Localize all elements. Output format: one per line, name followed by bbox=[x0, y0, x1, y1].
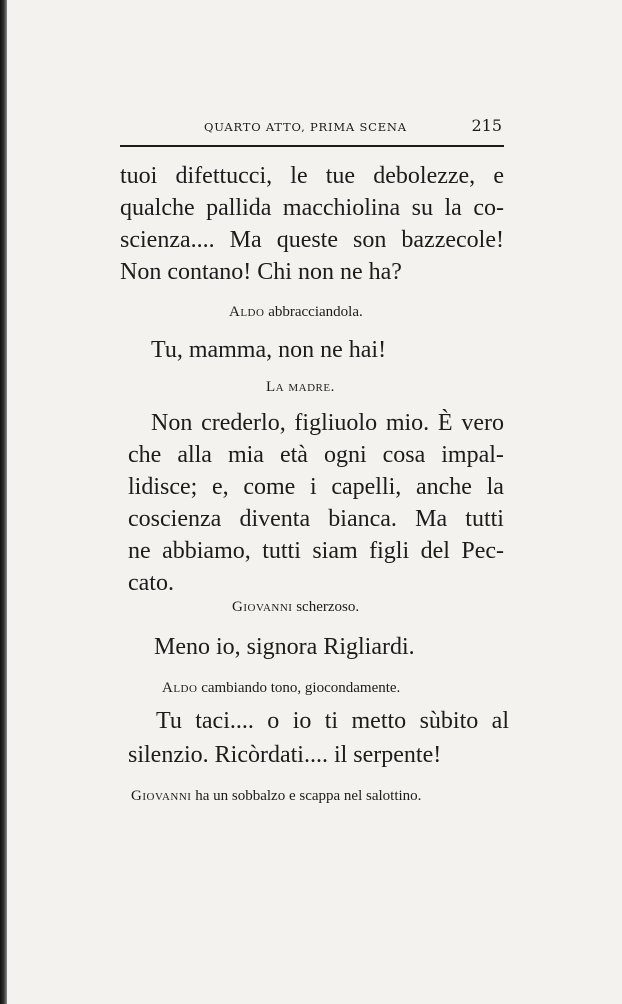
word: i bbox=[309, 474, 317, 500]
word: figliuolo bbox=[294, 410, 378, 436]
word: abbiamo, bbox=[162, 538, 251, 564]
word: co- bbox=[473, 195, 504, 221]
word: tuoi bbox=[120, 163, 158, 189]
word: macchiolina bbox=[282, 195, 401, 221]
word: pallida bbox=[206, 195, 272, 221]
word: taci.... bbox=[195, 708, 254, 734]
stage-direction bbox=[232, 597, 359, 617]
word: coscienza bbox=[128, 506, 222, 532]
word: che bbox=[128, 442, 162, 468]
word: Ma bbox=[415, 506, 448, 532]
word: e, bbox=[212, 474, 229, 500]
speaker-name: La madre. bbox=[266, 379, 335, 395]
word: Ma bbox=[229, 227, 262, 253]
page-number: 215 bbox=[471, 116, 502, 135]
word: tutti bbox=[465, 506, 504, 532]
stage-direction bbox=[229, 302, 363, 322]
speech-line: silenzio. Ricòrdati.... il serpente! bbox=[128, 742, 442, 768]
word: le bbox=[290, 163, 308, 189]
word: debolezze, bbox=[373, 163, 476, 189]
word: cosa bbox=[382, 442, 426, 468]
word: mio. bbox=[385, 410, 430, 436]
word: e bbox=[493, 163, 504, 189]
speech-line bbox=[128, 440, 504, 470]
word: Pec- bbox=[461, 538, 504, 564]
speaker-name: Giovanni bbox=[232, 599, 293, 615]
word: lidisce; bbox=[128, 474, 198, 500]
speech-line: Tu, mamma, non ne hai! bbox=[151, 337, 387, 363]
speech-line bbox=[128, 536, 504, 566]
word: del bbox=[420, 538, 450, 564]
word: diventa bbox=[239, 506, 311, 532]
word: sùbito bbox=[419, 708, 479, 734]
speech-line bbox=[128, 504, 504, 534]
word: impal- bbox=[441, 442, 504, 468]
word: anche bbox=[415, 474, 472, 500]
word: figli bbox=[369, 538, 410, 564]
word: bianca. bbox=[328, 506, 397, 532]
word: tutti bbox=[262, 538, 301, 564]
stage-direction bbox=[266, 377, 335, 397]
direction-text: scherzoso. bbox=[296, 599, 360, 615]
running-title: QUARTO ATTO, PRIMA SCENA bbox=[204, 120, 407, 134]
direction-text: ha un sobbalzo e scappa nel salottino. bbox=[195, 788, 422, 804]
word: son bbox=[353, 227, 387, 253]
word: difettucci, bbox=[175, 163, 273, 189]
word: la bbox=[486, 474, 504, 500]
word: metto bbox=[351, 708, 407, 734]
direction-text: abbracciandola. bbox=[268, 304, 363, 320]
word: qualche bbox=[120, 195, 195, 221]
word: alla bbox=[177, 442, 212, 468]
running-header bbox=[120, 114, 504, 138]
word: al bbox=[491, 708, 509, 734]
word: mia bbox=[227, 442, 264, 468]
word: È bbox=[437, 410, 453, 436]
word: queste bbox=[276, 227, 338, 253]
word: la bbox=[444, 195, 462, 221]
speech-line bbox=[156, 706, 509, 736]
stage-direction bbox=[162, 678, 400, 698]
word: età bbox=[279, 442, 308, 468]
word: ne bbox=[128, 538, 151, 564]
word: su bbox=[411, 195, 434, 221]
speaker-name: Aldo bbox=[229, 304, 265, 320]
speech-line bbox=[128, 472, 504, 502]
word: tue bbox=[325, 163, 356, 189]
speech-line bbox=[120, 225, 504, 255]
direction-text: cambiando tono, giocondamente. bbox=[201, 680, 401, 696]
word: o bbox=[267, 708, 280, 734]
word: ogni bbox=[323, 442, 367, 468]
word: ti bbox=[324, 708, 339, 734]
speech-line bbox=[151, 408, 504, 438]
word: capelli, bbox=[331, 474, 402, 500]
word: io bbox=[292, 708, 312, 734]
word: scienza.... bbox=[120, 227, 215, 253]
speaker-name: Aldo bbox=[162, 680, 198, 696]
header-rule bbox=[120, 145, 504, 147]
word: Tu bbox=[156, 708, 182, 734]
speech-line: Meno io, signora Rigliardi. bbox=[154, 634, 415, 660]
speech-line: Non contano! Chi non ne ha? bbox=[120, 259, 402, 285]
word: bazzecole! bbox=[401, 227, 504, 253]
speech-line bbox=[120, 161, 504, 191]
word: Non bbox=[151, 410, 193, 436]
word: come bbox=[243, 474, 296, 500]
word: siam bbox=[312, 538, 358, 564]
speech-line: cato. bbox=[128, 570, 174, 596]
word: vero bbox=[461, 410, 504, 436]
speech-line bbox=[120, 193, 504, 223]
speaker-name: Giovanni bbox=[131, 788, 192, 804]
word: crederlo, bbox=[201, 410, 286, 436]
stage-direction bbox=[131, 786, 421, 806]
